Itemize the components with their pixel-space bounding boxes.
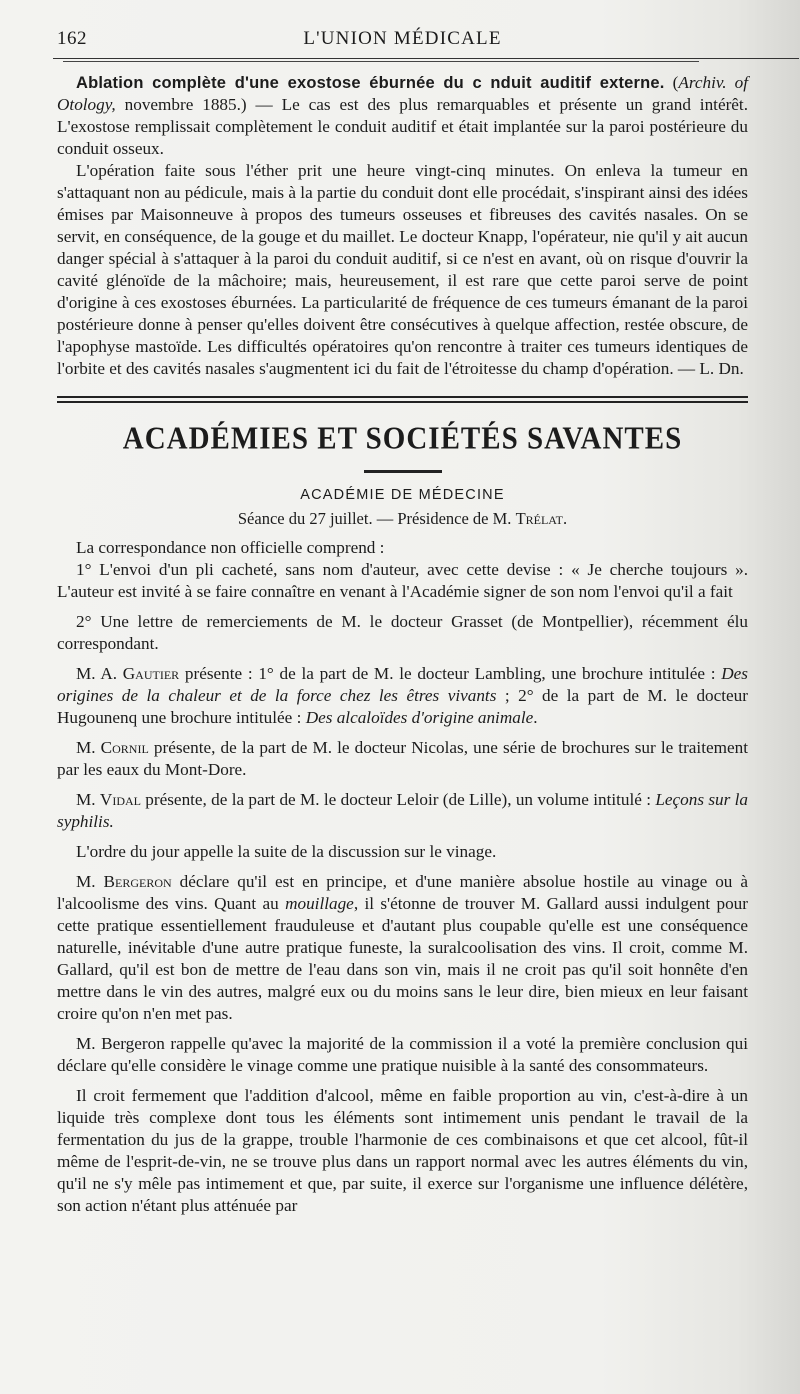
section-title-rule — [364, 470, 442, 473]
page-header — [57, 22, 748, 56]
article-title: Ablation complète d'une exostose éburnée du c nduit auditif externe. — [76, 74, 665, 92]
body-paragraph: 1° L'envoi d'un pli cacheté, sans nom d'auteur, avec cette devise : « Je cherche toujours ». L'auteur est invité à se faire connaître en venant à l'Académie signer de son nom l'envoi qu'il a fait — [57, 560, 748, 601]
academy-heading: ACADÉMIE DE MÉDECINE — [300, 487, 505, 503]
brochure-title: Des alcaloïdes d'origine animale — [305, 708, 534, 727]
volume-title: Leçons sur la syphilis. — [57, 790, 748, 831]
president-name: Trélat — [515, 509, 563, 528]
article-exostose — [57, 72, 748, 380]
session-line: Séance du 27 juillet. — Présidence de M. Trélat. — [237, 509, 568, 528]
article-paragraph: L'opération faite sous l'éther prit une heure vingt-cinq minutes. On enleva la tumeur en s'attaquant non au pédicule, mais à la partie du conduit dont elle procédait, s'inspirant ainsi des idées émises par Maisonneuve à propos des tumeurs osseuses et fibreuses des cavités nasales. On se servit, en conséquence, de la gouge et du maillet. Le docteur Knapp, l'opérateur, nie qu'il y ait aucun danger spécial à s'attaquer à la paroi du conduit auditif, si ce n'est en avant, où on risque d'ouvrir la cavité glénoïde de la mâchoire; mais, heureusement, il est rare que cette paroi serve de point d'origine à ces exostoses éburnées. La particularité de fréquence de ces tumeurs émanant de la paroi postérieure donne à penser qu'elles doivent être consécutives à quelque affection, restée obscure, de l'apophyse mastoïde. Les difficultés opératoires qu'on rencontre à traiter ces tumeurs identiques de l'orbite et des cavités nasales s'augmentent ici du fait de l'étroitesse du champ d'opération. — L. Dn. — [57, 161, 748, 378]
body-paragraph: M. Vidal présente, de la part de M. le docteur Leloir (de Lille), un volume intitulé : Leçons sur la syphilis. — [57, 790, 748, 831]
article-source-journal: Archiv. of Otology, — [57, 73, 748, 114]
body-paragraph: La correspondance non officielle comprend : — [76, 538, 385, 557]
speaker-name: Gautier — [122, 664, 180, 683]
article-intro: Ablation complète d'une exostose éburnée du c nduit auditif externe. (Archiv. of Otology, novembre 1885.) — Le cas est des plus remarquables et présente un grand intérêt. L'exostose remplissait complètement le conduit auditif et était implantée sur la paroi postérieure du conduit osseux. — [57, 73, 748, 158]
speaker-name: Bergeron — [103, 872, 172, 891]
speaker-name: Cornil — [100, 738, 149, 757]
section-divider — [57, 396, 748, 403]
header-rule-secondary — [63, 61, 699, 62]
body-paragraph: M. Cornil présente, de la part de M. le docteur Nicolas, une série de brochures sur le traitement par les eaux du Mont-Dore. — [57, 738, 748, 779]
body-paragraph: M. A. Gautier présente : 1° de la part de M. le docteur Lambling, une brochure intitulée : Des origines de la chaleur et de la force chez les êtres vivants ; 2° de la part de M. le docteur Hugounenq une brochure intitulée : Des alcaloïdes d'origine animale. — [57, 664, 748, 727]
speaker-name: Vidal — [99, 790, 141, 809]
body-paragraph: M. Bergeron rappelle qu'avec la majorité de la commission il a voté la première conclusion qui déclare qu'elle considère le vinage comme une pratique nuisible à la santé des consommateurs. — [57, 1034, 748, 1075]
page-number: 162 — [57, 28, 87, 49]
header-rule — [53, 58, 799, 59]
body-paragraph: Il croit fermement que l'addition d'alcool, même en faible proportion au vin, c'est-à-dire à un liquide très complexe dont tous les éléments sont intimement unis pendant le travail de la fermentation du jus de la grappe, trouble l'harmonie de ces combinaisons et que cet alcool, fût-il même de l'esprit-de-vin, ne se trouve plus dans un rapport normal avec les autres éléments du vin, qu'il ne s'y mêle pas intimement et que, par suite, il exerce sur l'organisme une influence délétère, son action n'étant plus atténuée par — [57, 1086, 748, 1215]
section-title: ACADÉMIES ET SOCIÉTÉS SAVANTES — [122, 421, 683, 457]
body-paragraph: 2° Une lettre de remerciements de M. le docteur Grasset (de Montpellier), récemment élu correspondant. — [57, 612, 748, 653]
journal-title: L'UNION MÉDICALE — [303, 28, 502, 49]
article-source-text: novembre 1885.) — Le cas est des plus remarquables et présente un grand intérêt. L'exostose remplissait complètement le conduit auditif et était implantée sur la paroi postérieure du conduit osseux. — [57, 95, 748, 158]
body-paragraph: M. Bergeron déclare qu'il est en principe, et d'une manière absolue hostile au vinage ou à l'alcoolisme des vins. Quant au mouillage, il s'étonne de trouver M. Gallard aussi indulgent pour cette pratique essentiellement frauduleuse et d'autant plus coupable qu'elle est une conséquence naturelle, inévitable d'une autre pratique funeste, la suralcoolisation des vins. Il croit, comme M. Gallard, qu'il est bon de mettre de l'eau dans son vin, mais il ne croit pas qu'il soit honnête d'en mettre dans le vin des autres, malgré eux ou du moins sans le leur dire, bien mieux en leur faisant croire qu'on n'en met pas. — [57, 872, 748, 1023]
brochure-title: Des origines de la chaleur et de la force chez les êtres vivants — [57, 664, 748, 705]
body-paragraph: L'ordre du jour appelle la suite de la discussion sur le vinage. — [76, 842, 497, 861]
